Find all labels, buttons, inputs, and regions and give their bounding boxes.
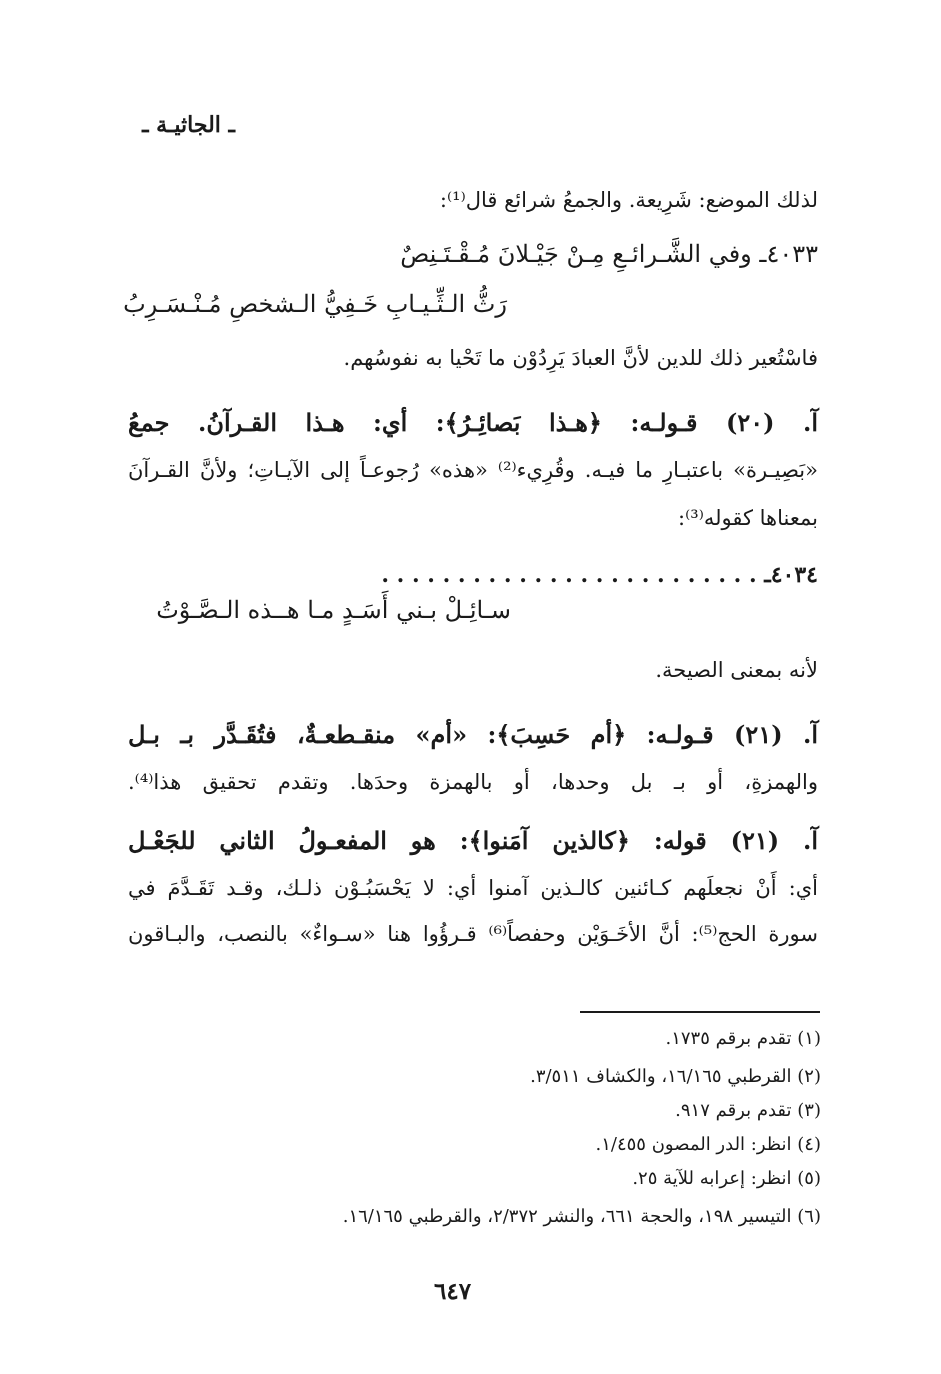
footnote-1: (١) تقدم برقم ١٧٣٥. [665, 1028, 821, 1049]
paragraph-21a-line-1: آ. (٢١) قـولـه: ﴿أم حَسِبَ﴾: «أم» منقـطعـةٌ، فتُقَـدَّر بـ بـل [128, 720, 819, 749]
text-line-1: لذلك الموضع: شَرِيعة. والجمعُ شرائع قال⁽¹⁾: [439, 188, 818, 212]
paragraph-21b-line-3: سورة الحج⁽⁵⁾: أنَّ الأخَـوَيْن وحفصاً⁽⁶⁾ قـرؤُوا هنا «سـواءٌ» بالنصب، والبـاقون [128, 922, 819, 946]
footnote-2: (٢) القرطبي ١٦/١٦٥، والكشاف ٣/٥١١. [530, 1066, 821, 1087]
verse-4033-first-hemistich: ٤٠٣٣ـ وفي الشَّـرائـعِ مِـنْ جَيْـلانَ مُـقْـتَـنِصٌ [400, 240, 818, 268]
verse-4033-second-hemistich: رَثُّ الـثِّـيـابِ خَـفِيُّ الـشخصِ مُـنْـسَـرِبُ [123, 290, 507, 318]
verse-4034-first-hemistich: ٤٠٣٤ـ . . . . . . . . . . . . . . . . . . . . . . . . . [381, 562, 818, 588]
footnote-separator [580, 1011, 820, 1013]
paragraph-21b-line-1: آ. (٢١) قوله: ﴿كالذين آمَنوا﴾: هو المفعـولُ الثاني للجَعْـل [128, 826, 819, 855]
paragraph-21a-line-2: والهمزةِ، أو بـ بل وحدها، أو بالهمزة وحدَها. وتقدم تحقيق هذا⁽⁴⁾. [128, 770, 818, 794]
verse-4034-second-hemistich: سـائِـلْ بـني أَسَـدٍ مـا هــذه الـصَّـوْتُ [156, 596, 511, 624]
text-line-2: فاسْتُعير ذلك للدين لأنَّ العبادَ يَرِدُوْن ما تَحْيا به نفوسُهم. [343, 346, 818, 370]
footnote-5: (٥) انظر: إعرابه للآية ٢٥. [632, 1168, 821, 1189]
page-number: ٦٤٧ [434, 1278, 472, 1305]
text-line-3: لأنه بمعنى الصيحة. [655, 658, 818, 682]
footnote-3: (٣) تقدم برقم ٩١٧. [675, 1100, 821, 1121]
footnote-6: (٦) التيسير ١٩٨، والحجة ٦٦١، والنشر ٢/٣٧٢، والقرطبي ١٦/١٦٥. [342, 1206, 821, 1227]
paragraph-21b-line-2: أي: أَنْ نجعلَهم كـائنين كالـذين آمنوا أي: لا يَحْسَبُـوْن ذلـك، وقـد تَقَـدَّمَ في [128, 876, 818, 900]
footnote-4: (٤) انظر: الدر المصون ١/٤٥٥. [595, 1134, 821, 1155]
paragraph-20-line-2: «بَصِيـرة» باعتبـارِ ما فيـه. وقُرِيء⁽²⁾ «هذه» رُجوعـاً إلى الآيـاتِ؛ ولأنَّ القـرآنَ [128, 458, 819, 482]
paragraph-20-line-3: بمعناها كقوله⁽³⁾: [678, 506, 818, 530]
running-header: ـ الجاثيـة ـ [142, 112, 235, 138]
paragraph-20-line-1: آ. (٢٠) قـولـه: ﴿هـذا بَصائِـرُ﴾: أي: هـذا القـرآنُ. جمعُ [128, 408, 819, 437]
